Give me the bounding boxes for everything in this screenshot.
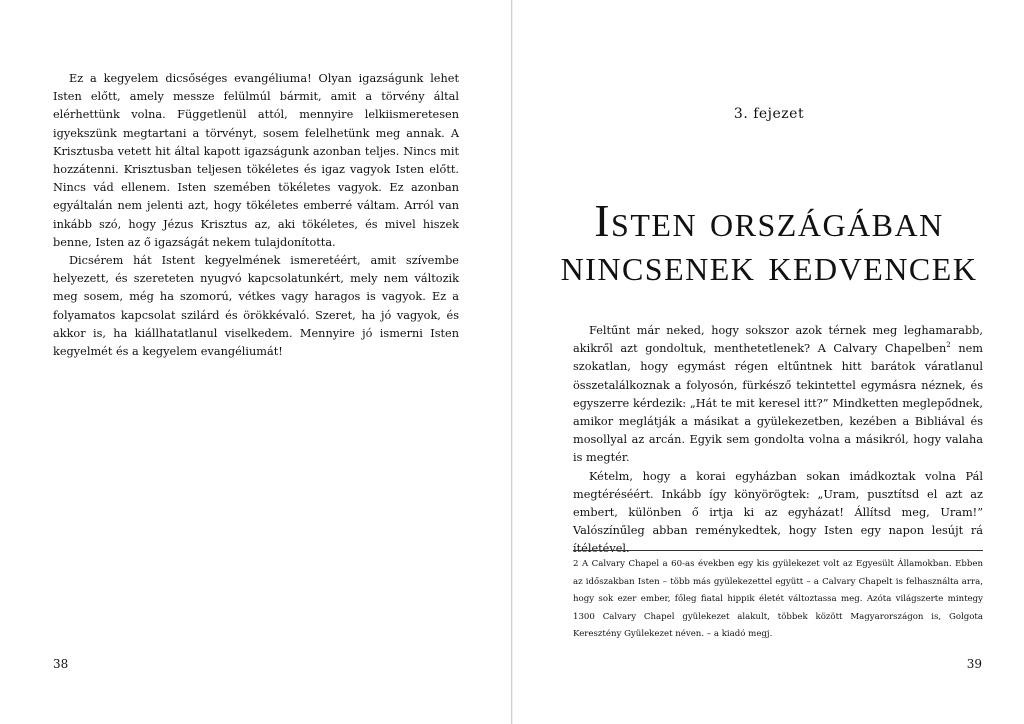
chapter-label: 3. fejezet [733,106,805,122]
paragraph: Ez a kegyelem dicsőséges evangéliuma! Olyan igazságunk lehet Isten előtt, amely messze felülmúl bármit, amit a törvény által elérhettünk volna. Függetlenül attól, mennyire lelkiismeretesen igyekszünk megtartani a törvényt, sosem felelhetünk meg annak. A Krisztusba vetett hit által kapott igazságunk azonban teljes. Nincs mit hozzátenni. Krisztusban teljesen tökéletes és igaz vagyok Isten előtt. Nincs vád ellenem. Isten szemében tökéletes vagyok. Ez azonban egyáltalán nem jelenti azt, hogy tökéletes emberré váltam. Arról van inkább szó, hogy Jézus Krisztus az, aki tökéletes, és mivel hiszek benne, Isten az ő igazságát nekem tulajdonította. [53,72,459,249]
footnote-reference: 2 [946,341,951,350]
chapter-title: Isten országában nincsenek kedvencek [560,194,978,290]
paragraph: Dicsérem hát Istent kegyelmének ismeretéért, amit szívembe helyezett, és szereteten nyugvó kapcsolatunkért, mely nem változik meg sosem, még ha szomorú, vétkes vagy haragos is vagyok. Ez a folyamatos kapcsolat szilárd és örökkévaló. Szeret, ha jó vagyok, és akkor is, ha kiállhatatlanul viselkedem. Mennyire jó ismerni Isten kegyelmét és a kegyelem evangéliumát! [53,254,459,359]
paragraph-text: nem szokatlan, hogy egymást régen eltűntnek hitt barátok váratlanul összetalálkoznak a folyosón, fürkésző tekintettel egymásra néznek, és egyszerre kérdezik: „Hát te mit keresel itt?” Mindketten meglepődnek, amikor meglátják a másikat a gyülekezetben, kezében a Bibliával és mosollyal az arcán. Egyik sem gondolta volna a másikról, hogy valaha is megtér. [573,342,983,465]
right-page-body [573,322,983,559]
paragraph-text: Feltűnt már neked, hogy sokszor azok térnek meg leghamarabb, akikről azt gondoltuk, menthetetlenek? A Calvary Chapelben [573,324,983,356]
left-page-body [53,70,459,361]
right-page [512,0,1024,724]
paragraph: Kételm, hogy a korai egyházban sokan imádkoztak volna Pál megtéréséért. Inkább így könyörögtek: „Uram, pusztítsd el azt az embert, különben ő irtja ki az egyházat! Állítsd meg, Uram!” Valószínűleg abban reménykedtek, hogy Isten egy napon lesújt rá ítéletével. [573,469,983,556]
footnote-divider [573,550,983,551]
footnote: 2 A Calvary Chapel a 60-as években egy kis gyülekezet volt az Egyesült Államokban. Ebben az időszakban Isten – több más gyülekezettel együtt – a Calvary Chapelt is felhasználta arra, hogy sok ezer ember, főleg fiatal hippik életét változtassa meg. Azóta világszerte mintegy 1300 Calvary Chapel gyülekezet alakult, többek között Magyarországon is, Golgota Keresztény Gyülekezet néven. – a kiadó megj. [573,559,983,640]
page-number-left: 38 [53,657,69,671]
paragraph [573,322,983,468]
page-number-right: 39 [966,657,982,671]
